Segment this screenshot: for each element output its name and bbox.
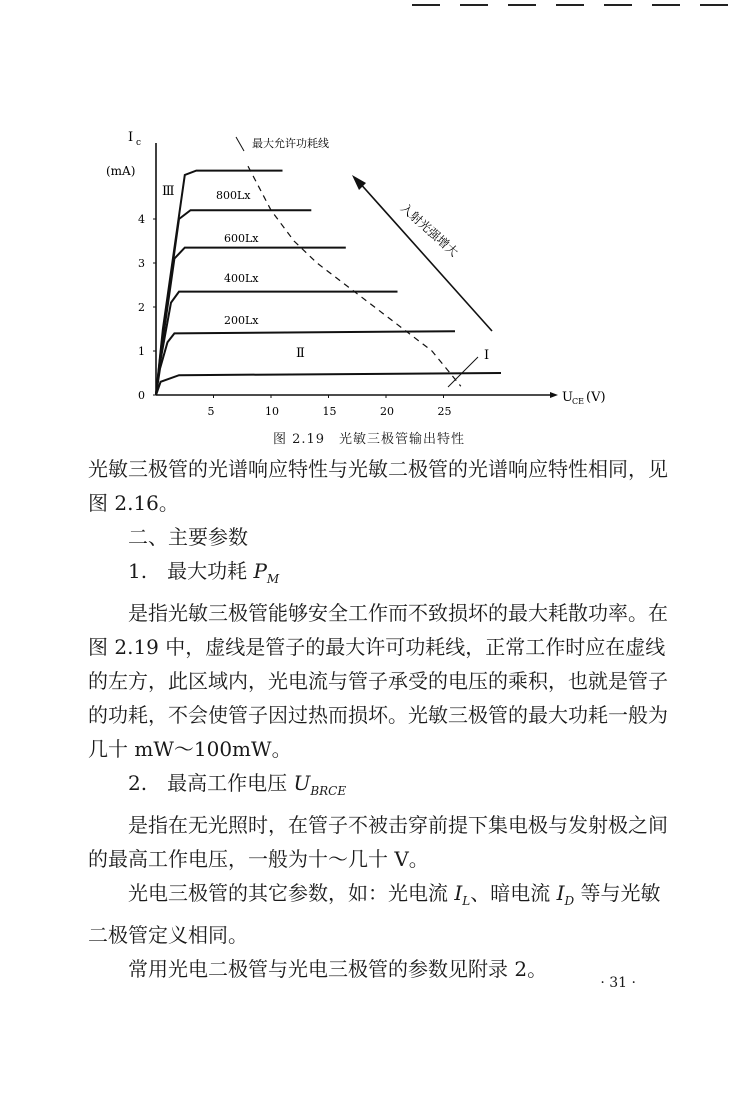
- page-header-rule: [412, 0, 728, 10]
- characteristic-curve-0: [156, 171, 283, 395]
- y-axis-label: I: [128, 130, 134, 145]
- curve-label-800: 800Lx: [216, 189, 251, 202]
- y-axis-sub: c: [136, 138, 142, 148]
- section-heading: 二、主要参数: [128, 525, 248, 549]
- paragraph-1: 光敏三极管的光谱响应特性与光敏二极管的光谱响应特性相同，见图 2.16。: [88, 457, 668, 515]
- x-tick-label: 15: [322, 405, 337, 418]
- body-text: [88, 452, 668, 986]
- subheading-1: 1. 最大功耗 $P_M$: [128, 559, 280, 586]
- chart-labels: [106, 130, 606, 406]
- paragraph-5: 常用光电二极管与光电三极管的参数见附录 2。: [128, 957, 548, 981]
- x-tick-label: 25: [437, 405, 452, 418]
- paragraph-4: 光电三极管的其它参数，如：光电流 $I_L$、暗电流 $I_D$ 等与光敏二极管定义相同。: [88, 881, 661, 947]
- figure-caption: 图 2.19 光敏三极管输出特性: [272, 432, 466, 447]
- curve-label-200: 200Lx: [224, 314, 259, 327]
- intensity-arrow-line: [358, 181, 492, 331]
- x-axis-unit: (V): [586, 390, 606, 405]
- y-tick-label: 4: [138, 213, 145, 226]
- x-axis-arrow: [550, 392, 558, 398]
- curve-label-600: 600Lx: [224, 232, 259, 245]
- region-label-2: Ⅱ: [296, 346, 305, 361]
- x-axis-sub: CE: [572, 397, 584, 406]
- output-characteristics-chart: [100, 125, 620, 425]
- curve-label-400: 400Lx: [224, 272, 259, 285]
- max-power-leader: [236, 137, 244, 151]
- characteristic-curve-5: [156, 373, 501, 395]
- y-axis-unit: (mA): [106, 164, 136, 178]
- y-tick-label: 0: [138, 389, 145, 402]
- y-tick-label: 3: [138, 257, 145, 270]
- region-label-1: Ⅰ: [484, 348, 490, 363]
- chart-curves: [156, 137, 501, 395]
- characteristic-curve-4: [156, 331, 455, 395]
- chart-ticks: [138, 213, 452, 418]
- x-tick-label: 20: [380, 405, 394, 418]
- max-power-curve: [248, 166, 461, 386]
- x-axis-label: U: [562, 390, 573, 405]
- paragraph-3: 是指在无光照时，在管子不被击穿前提下集电极与发射极之间的最高工作电压，一般为十～几十 V。: [88, 813, 668, 871]
- y-tick-label: 2: [138, 301, 145, 314]
- x-tick-label: 5: [207, 405, 215, 418]
- x-tick-label: 10: [265, 405, 279, 418]
- region-label-3: Ⅲ: [162, 184, 175, 199]
- max-power-label: 最大允许功耗线: [252, 137, 329, 150]
- arrow-label: 入射光强增大: [397, 200, 461, 260]
- page-number: · 31 ·: [600, 975, 636, 991]
- y-tick-label: 1: [138, 345, 145, 358]
- subheading-2: 2. 最高工作电压 $U_{BRCE}$: [128, 771, 347, 798]
- paragraph-2: 是指光敏三极管能够安全工作而不致损坏的最大耗散功率。在图 2.19 中，虚线是管子的最大许可功耗线，正常工作时应在虚线的左方，此区域内，光电流与管子承受的电压的乘积，也就是管子的功耗，不会使管子因过热而损坏。光敏三极管的最大功耗一般为几十 mW～100mW。: [88, 601, 668, 761]
- characteristic-curve-3: [156, 292, 398, 395]
- region-1-leader: [448, 357, 478, 387]
